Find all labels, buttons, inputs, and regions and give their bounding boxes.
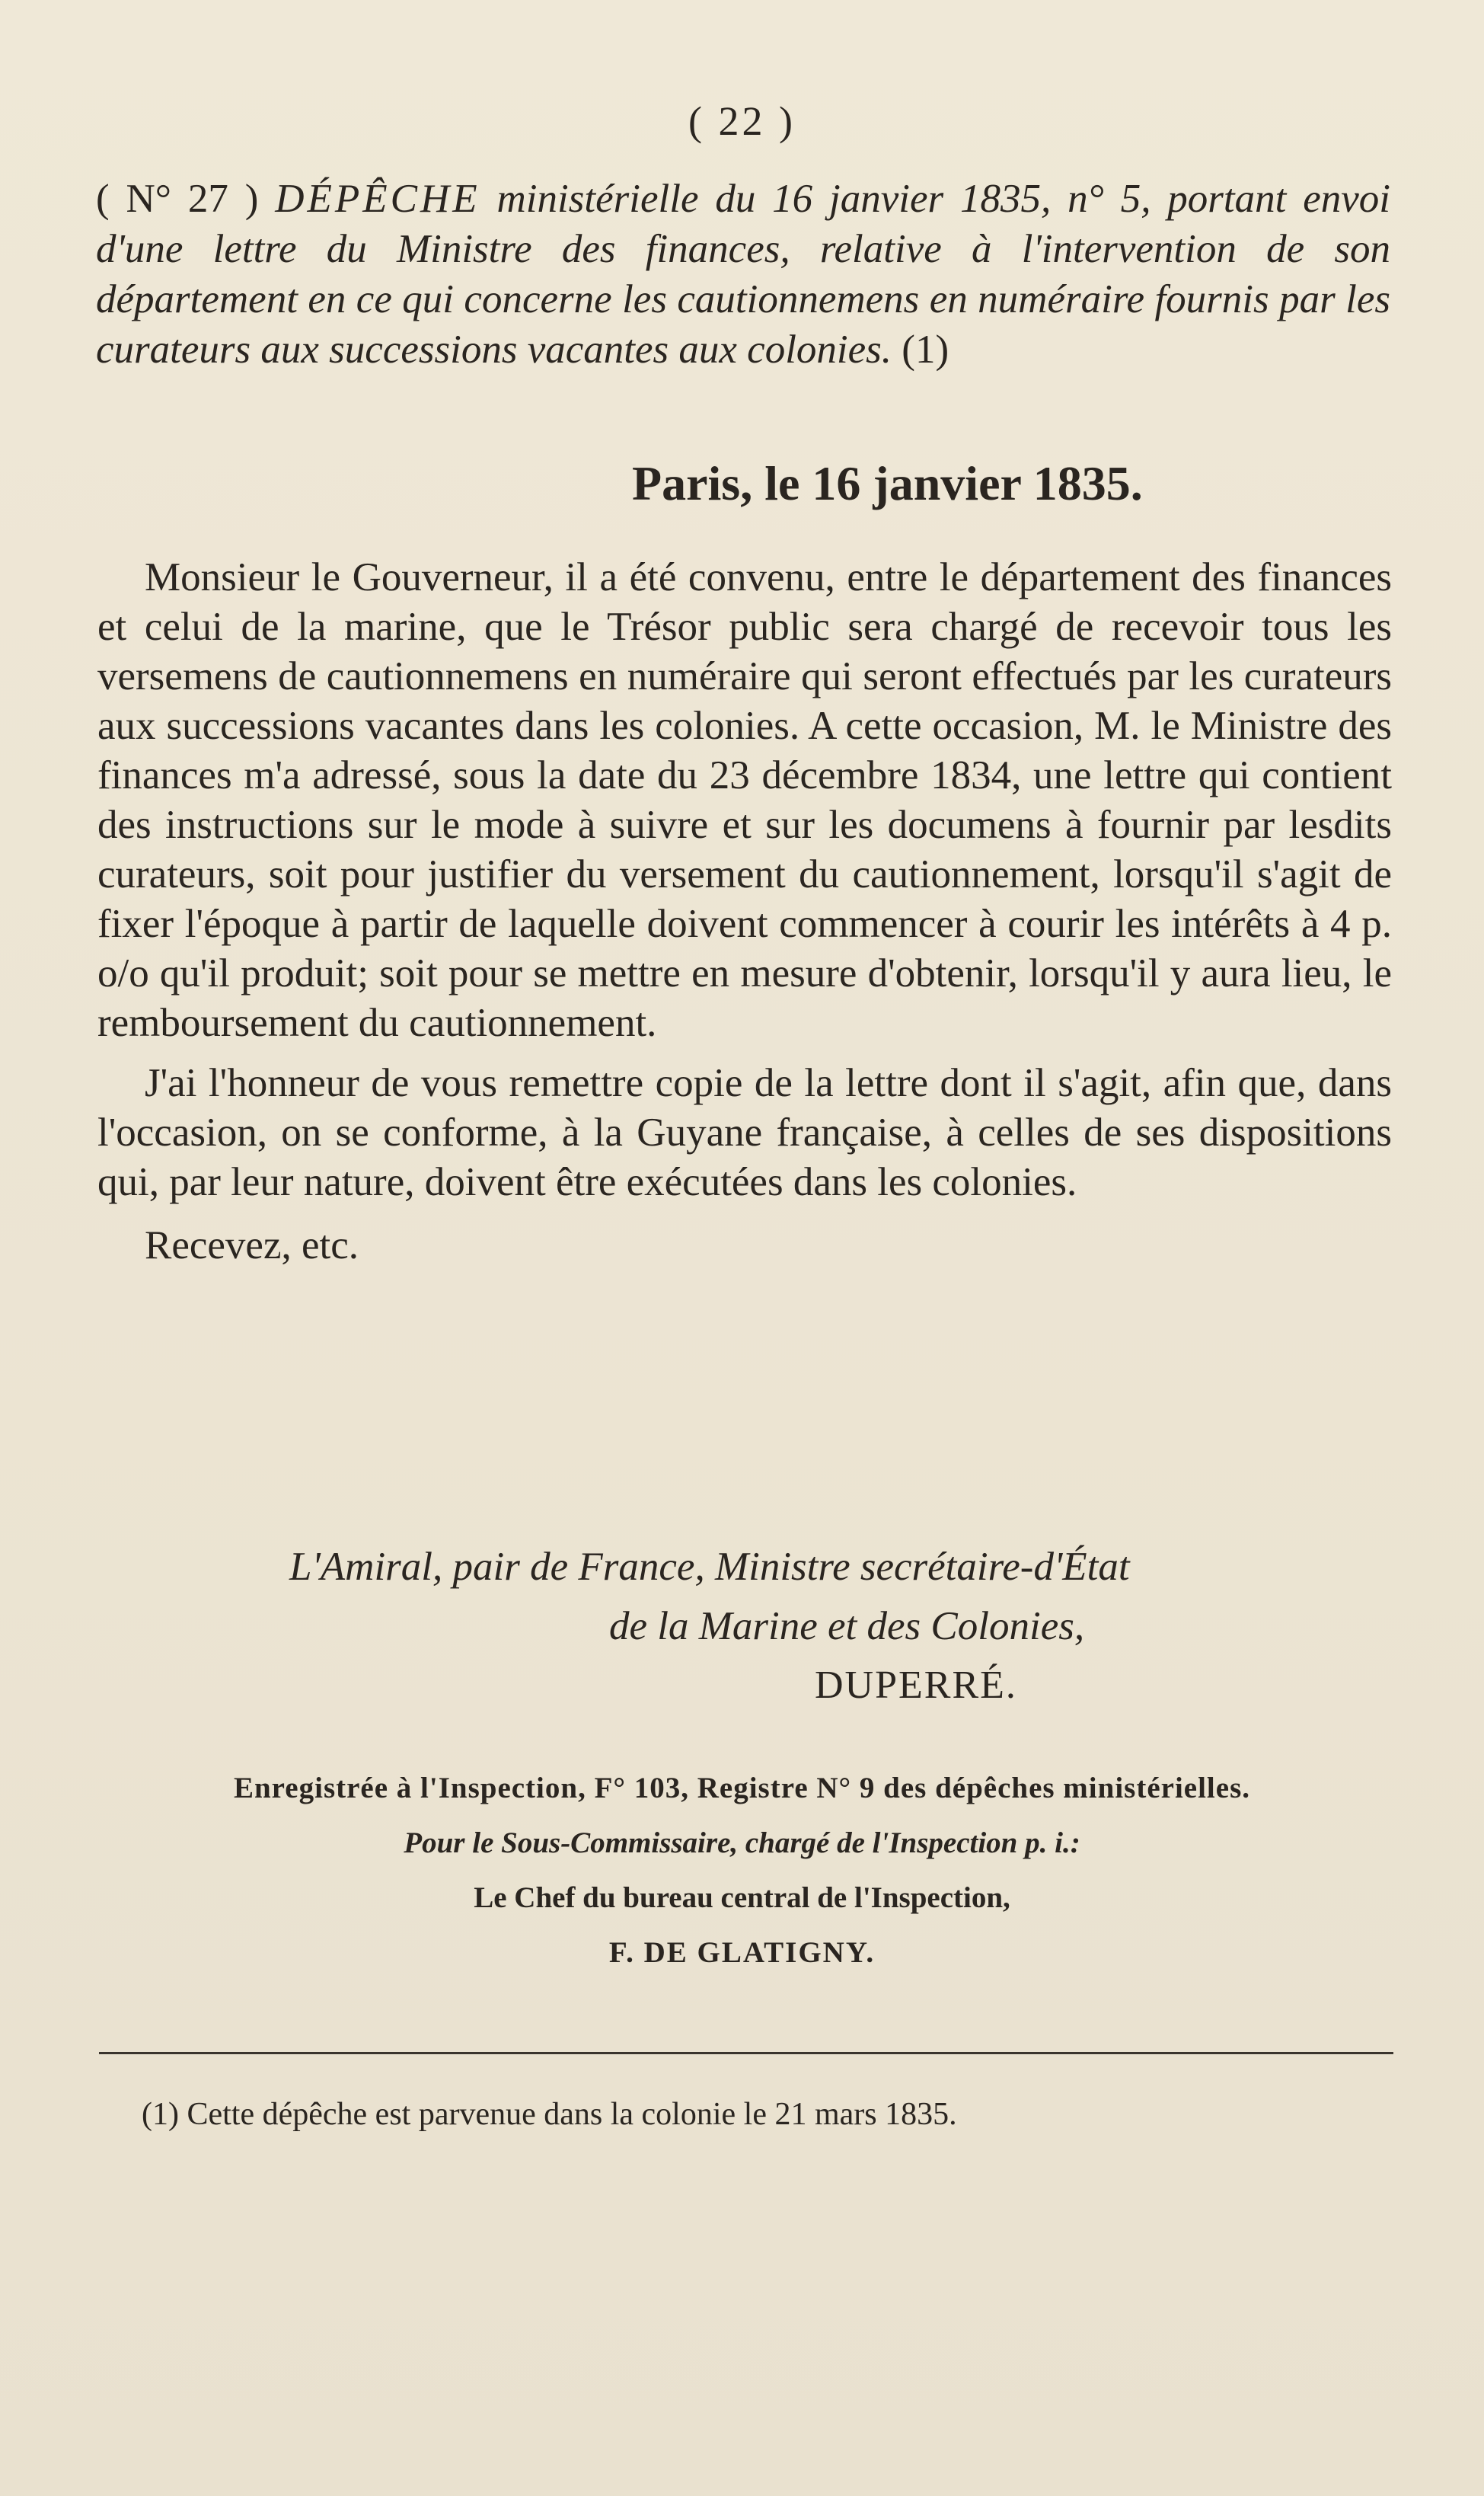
- dispatch-title-word: DÉPÊCHE: [275, 177, 480, 221]
- closing-formula: Recevez, etc.: [145, 1223, 359, 1267]
- registration-signatory: F. DE GLATIGNY.: [608, 1936, 876, 1969]
- signatory-name: DUPERRÉ.: [815, 1663, 1017, 1707]
- page-number: ( 22 ): [688, 98, 796, 144]
- body-paragraph-2: J'ai l'honneur de vous remettre copie de la lettre dont il s'agit, afin que, dans l'occasion, on se conforme, à la Guyane française, à celles de ses dispositions qui, par leur nature, doivent être exécutées dans les colonies.: [97, 1061, 1392, 1204]
- dispatch-heading-text: ministérielle du 16 janvier 1835, n° 5, portant envoi d'une lettre du Ministre des finances, relative à l'intervention de son département en ce qui concerne les cautionnemens en numéraire fournis par les curateurs aux successions vacantes aux colonies.: [96, 177, 1391, 372]
- signature-block: [289, 1537, 1393, 1715]
- signatory-role-line-1: L'Amiral, pair de France, Ministre secrétaire-d'État: [289, 1545, 1130, 1589]
- registration-line-3: Le Chef du bureau central de l'Inspection,: [474, 1881, 1010, 1914]
- letter-body: [97, 553, 1392, 1281]
- registration-line-1: Enregistrée à l'Inspection, F° 103, Registre N° 9 des dépêches ministérielles.: [233, 1772, 1250, 1804]
- registration-block: [0, 1761, 1484, 1980]
- dispatch-heading: [96, 174, 1390, 375]
- heading-footnote-ref: (1): [902, 328, 949, 372]
- footnote: (1) Cette dépêche est parvenue dans la colonie le 21 mars 1835.: [142, 2097, 957, 2132]
- dateline: Paris, le 16 janvier 1835.: [632, 456, 1143, 510]
- signatory-role-line-2: de la Marine et des Colonies,: [609, 1604, 1085, 1648]
- dispatch-number: ( N° 27 ): [96, 177, 259, 221]
- body-paragraph-1: Monsieur le Gouverneur, il a été convenu, entre le département des finances et celui de la marine, que le Trésor public sera chargé de recevoir tous les versemens de cautionnemens en numéraire qui seront effectués par les curateurs aux successions vacantes dans les colonies. A cette occasion, M. le Ministre des finances m'a adressé, sous la date du 23 décembre 1834, une lettre qui contient des instructions sur le mode à suivre et sur les documens à fournir par lesdits curateurs, soit pour justifier du versement du cautionnement, lorsqu'il s'agit de fixer l'époque à partir de laquelle doivent commencer à courir les intérêts à 4 p. o/o qu'il produit; soit pour se mettre en mesure d'obtenir, lorsqu'il y aura lieu, le remboursement du cautionnement.: [97, 555, 1392, 1045]
- registration-line-2: Pour le Sous-Commissaire, chargé de l'Inspection p. i.:: [404, 1826, 1080, 1859]
- footnote-divider: [99, 2052, 1393, 2054]
